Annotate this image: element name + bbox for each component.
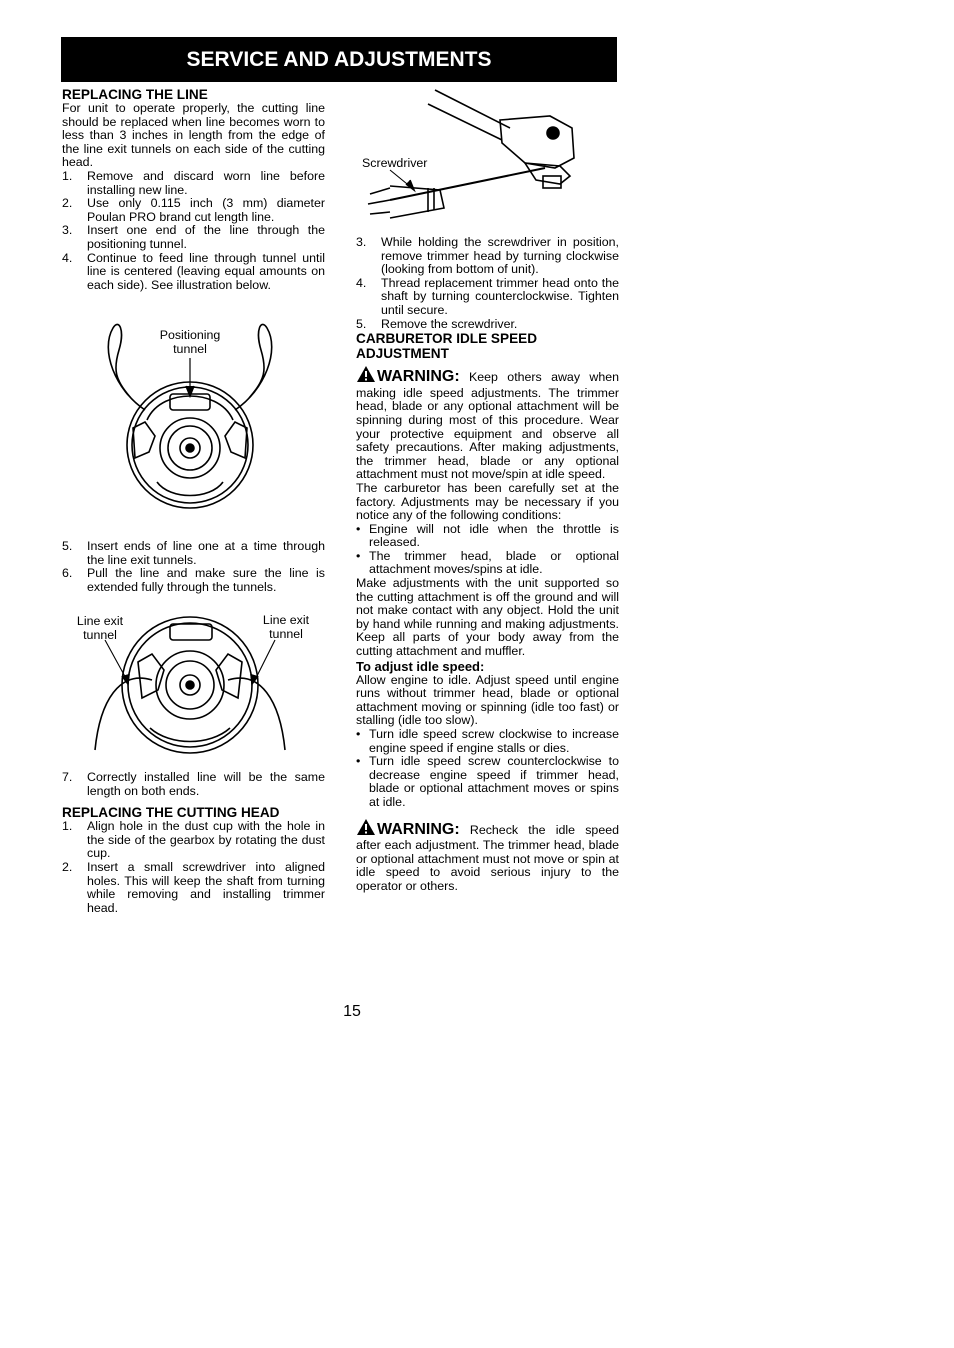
warning-1-text: Keep others away when making idle speed adjustments. The trimmer head, blade or any optional attachment will be spinning during most of this procedure. Wear your protective equipment and observe all safety precautions. After making adjustments, the trimmer head, blade or any optional attachment must not move/spin at idle speed. [356,370,619,482]
list-item: 1. Align hole in the dust cup with the hole in the side of the gearbox by rotating the dust cup. [62,819,325,861]
list-item: 4. Continue to feed line through tunnel until line is centered (leaving equal amounts on each side). See illustration below. [62,250,325,292]
carburetor-para-1: The carburetor has been carefully set at the factory. Adjustments may be necessary if you notice any of the following conditions: [356,480,619,523]
list-item: 1. Remove and discard worn line before installing new line. [62,168,325,197]
list-item: • Turn idle speed screw clockwise to increase engine speed if engine stalls or dies. [356,728,619,755]
left-column [62,87,325,292]
replacing-line-heading: REPLACING THE LINE [62,87,208,102]
list-item: 2. Use only 0.115 inch (3 mm) diameter Poulan PRO brand cut length line. [62,196,325,224]
adjust-idle-subheading: To adjust idle speed: [356,658,485,674]
line-exit-tunnel-left-label: Line exit tunnel [76,614,124,642]
warning-triangle-icon [356,818,376,840]
list-item: 3. Insert one end of the line through the positioning tunnel. [62,223,325,251]
screwdriver-figure [360,88,620,233]
line-exit-tunnel-figure [70,610,320,760]
list-item: 2. Insert a small screwdriver into aligned holes. This will keep the shaft from turning while removing and installing trimmer head. [62,859,325,915]
warning-triangle-icon [356,365,376,387]
replacing-head-heading: REPLACING THE CUTTING HEAD [62,805,280,821]
warning-1-label: WARNING: [377,368,460,386]
list-item: 5. Remove the screwdriver. [356,316,518,331]
warning-1 [356,365,619,482]
left-column-steps-5-6 [62,540,325,594]
list-item: 4. Thread replacement trimmer head onto the shaft by turning counterclockwise. Tighten until secure. [356,275,619,317]
list-item: 3. While holding the screwdriver in position, remove trimmer head by turning clockwise (looking from bottom of unit). [356,235,619,277]
warning-2 [356,818,619,894]
page-title: SERVICE AND ADJUSTMENTS [61,37,617,82]
carburetor-para-2: Make adjustments with the unit supported so the cutting attachment is off the ground and will not make contact with any object. Hold the unit by hand while running and making adjustments. Keep all parts of your body away from the cutting attachment and muffler. [356,576,619,659]
warning-2-label: WARNING: [377,820,460,838]
list-item: 7. Correctly installed line will be the same length on both ends. [62,770,325,798]
list-item: 5. Insert ends of line one at a time through the line exit tunnels. [62,539,325,567]
replacing-line-intro: For unit to operate properly, the cutting line should be replaced when line becomes worn to less than 3 inches in length from the edge of the line exit tunnels on each side of the cutting head. [62,101,325,170]
carburetor-para-3: Allow engine to idle. Adjust speed until engine runs without trimmer head, blade or optional attachment moving or spinning (idle too fast) or stalling (idle too slow). [356,672,619,728]
positioning-tunnel-label: Positioning tunnel [159,328,221,356]
list-item: • Turn idle speed screw counterclockwise to decrease engine speed if trimmer head, blade or optional attachment moves or spins at idle. [356,755,619,809]
list-item: • Engine will not idle when the throttle is released. [356,523,619,550]
screwdriver-label: Screwdriver [362,156,428,170]
warning-2-text: Recheck the idle speed after each adjustment. The trimmer head, blade or optional attachment must not move or spin at idle speed to avoid serious injury to the operator or others. [356,822,619,893]
positioning-tunnel-figure [95,310,285,510]
list-item: 6. Pull the line and make sure the line is extended fully through the tunnels. [62,566,325,594]
left-column-step-7 [62,771,325,915]
page-number: 15 [343,1003,361,1020]
carburetor-heading: CARBURETOR IDLE SPEED ADJUSTMENT [356,331,538,362]
right-column [356,236,619,894]
line-exit-tunnel-right-label: Line exit tunnel [262,613,310,641]
list-item: • The trimmer head, blade or optional attachment moves/spins at idle. [356,550,619,577]
replacing-line-steps [62,170,325,292]
